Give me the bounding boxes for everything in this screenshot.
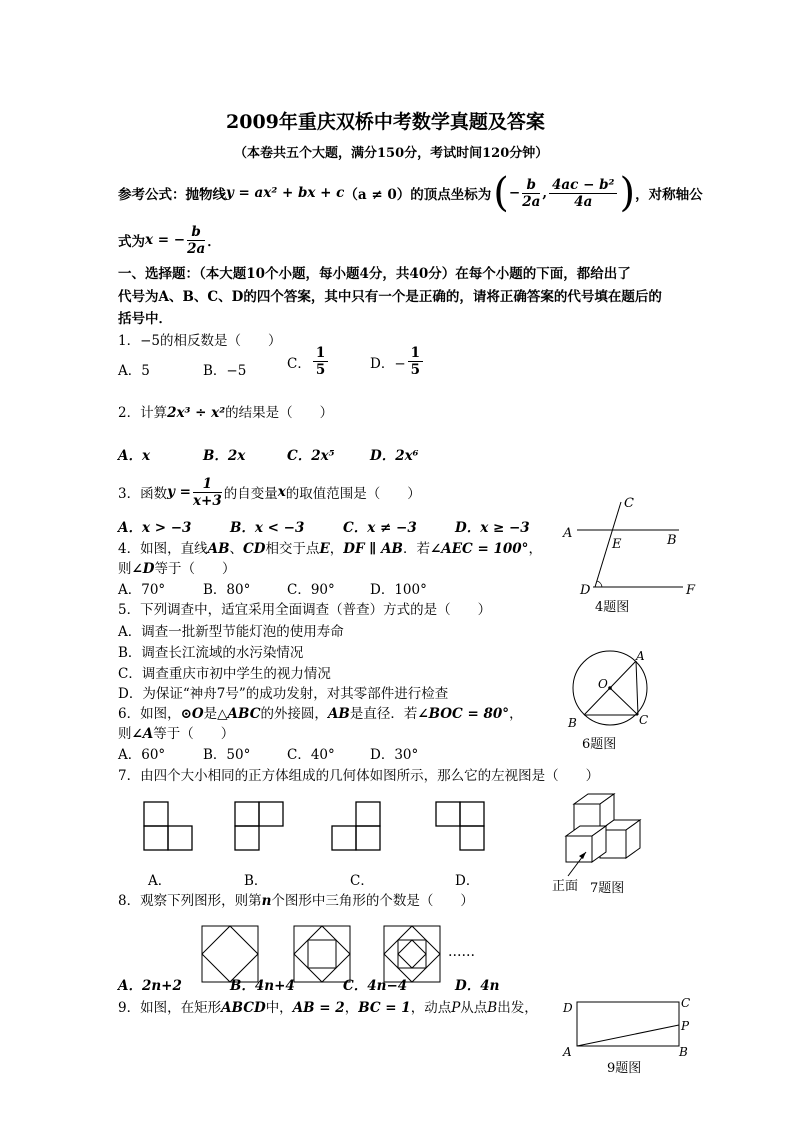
q4-line1: 4．如图，直线AB、CD相交于点E，DF ∥ AB．若∠AEC = 100°， [118,541,542,557]
q6-option-a: A．60° [118,747,166,763]
formula-tail: ，对称轴公 [635,187,703,203]
q7-option-b: B． [244,873,268,889]
page-title: 2009年重庆双桥中考数学真题及答案 [226,111,545,133]
q5-stem: 5．下列调查中，适宜采用全面调查（普查）方式的是（ ） [118,602,492,618]
q7-option-a: A． [148,873,172,889]
q8-stem: 8．观察下列图形，则第n个图形中三角形的个数是（ ） [118,893,474,909]
q5-option-b: B．调查长江流域的水污染情况 [118,645,304,661]
q8-option-b: B．4n+4 [230,978,295,994]
fig4-label-e: E [612,537,622,552]
fig6-label-b: B [568,716,577,730]
figure-7 [548,790,658,898]
figure-4 [555,492,705,617]
q2-option-b: B．2x [203,448,246,464]
q7-option-c: C． [350,873,374,889]
q7-option-d: D． [455,873,480,889]
q6-line1: 6．如图，⊙O是△ABC的外接圆，AB是直径．若∠BOC = 80°， [118,706,523,722]
q4-option-b: B．80° [203,582,251,598]
figure-9 [555,992,705,1077]
q5-option-c: C．调查重庆市初中学生的视力情况 [118,666,331,682]
q7-view-c [332,802,380,850]
q6-option-d: D．30° [370,747,419,763]
q6-option-c: C．40° [287,747,335,763]
fig9-label-p: P [681,1019,690,1033]
q6-option-b: B．50° [203,747,251,763]
section1-line3: 括号中． [118,311,172,327]
q1-option-d: D．− $\frac{1}{5}$ [370,345,425,378]
parabola-equation: y = ax² + bx + c [226,185,345,201]
figure-6 [560,640,660,755]
fig4-label-d: D [580,583,591,598]
fig9-label-a: A [563,1045,572,1059]
q1-option-a: A．5 [118,363,150,379]
fig6-label-a: A [636,649,645,663]
q6-line2: 则∠A等于（ ） [118,726,235,742]
q7-view-options [140,800,500,855]
vertex-x-fraction: $\frac{b}{2a}$ [522,176,541,210]
fig4-label-a: A [563,526,573,541]
axis-fraction: $\frac{b}{2a}$ [187,223,206,257]
q8-option-c: C．4n−4 [343,978,408,994]
q5-option-a: A．调查一批新型节能灯泡的使用寿命 [118,624,344,640]
q5-option-d: D．为保证“神舟7号”的成功发射，对其零部件进行检查 [118,686,449,702]
fig6-label-o: O [598,677,608,691]
q3-option-c: C．x ≠ −3 [343,520,417,536]
formula-line: 参考公式：抛物线 y = ax² + bx + c （a ≠ 0）的顶点坐标为 ( − $\frac{b}{2a}$ , $\frac{\text{4ac − b²}}{4a}$ ) ，对称轴公 [118,170,703,216]
fig4-label-b: B [667,533,677,548]
vertex-y-fraction: $\frac{\text{4ac − b²}}{4a}$ [549,177,617,210]
q4-option-a: A．70° [118,582,166,598]
fig4-label-c: C [624,496,634,511]
q3-option-d: D．x ≥ −3 [455,520,530,536]
fig7-front-label: 正面 [552,879,579,894]
q4-option-c: C．90° [287,582,335,598]
q2-option-c: C．2x⁵ [287,448,335,464]
q3-option-a: A．x > −3 [118,520,192,536]
fig6-label-c: C [639,713,649,727]
q1-option-c: C． $\frac{1}{5}$ [287,345,330,378]
q7-view-d [436,802,484,850]
q8-option-d: D．4n [455,978,500,994]
section1-line2: 代号为A、B、C、D的四个答案，其中只有一个是正确的，请将正确答案的代号填在题后的 [118,289,662,305]
fig9-label-d: D [563,1001,573,1015]
q2-option-a: A．x [118,448,151,464]
fig9-label-c: C [681,996,691,1010]
axis-formula: 式为 x = − $\frac{b}{2a}$ ． [118,223,221,257]
exam-subtitle: （本卷共五个大题，满分150分，考试时间120分钟） [234,146,549,161]
fig6-caption: 6题图 [582,737,617,752]
q7-stem: 7．由四个大小相同的正方体组成的几何体如图所示，那么它的左视图是（ ） [118,768,600,784]
formula-condition: （a ≠ 0）的顶点坐标为 [344,187,492,203]
q7-view-a [144,802,192,850]
section1-line1: 一、选择题：（本大题10个小题，每小题4分，共40分）在每个小题的下面，都给出了 [118,266,631,282]
q4-option-d: D．100° [370,582,427,598]
q4-line2: 则∠D等于（ ） [118,561,236,577]
fig9-caption: 9题图 [607,1061,642,1076]
q8-ellipsis: …… [448,944,475,960]
fig7-caption: 7题图 [590,881,625,896]
q3-stem: 3．函数 y = $\frac{1}{x+3}$ 的自变量 x 的取值范围是（ ） [118,475,421,509]
q2-stem: 2．计算2x³ ÷ x²的结果是（ ） [118,405,334,421]
fig4-label-f: F [686,583,696,598]
q7-view-b [235,802,283,850]
fig8-pattern-2 [294,926,350,982]
q8-option-a: A．2n+2 [118,978,182,994]
q3-option-b: B．x < −3 [230,520,305,536]
q9-stem: 9．如图，在矩形ABCD中，AB = 2，BC = 1，动点P从点B出发， [118,1000,538,1016]
fig9-label-b: B [679,1045,688,1059]
q2-option-d: D．2x⁶ [370,448,419,464]
formula-lead: 参考公式：抛物线 [118,187,226,203]
q1-option-b: B．−5 [203,363,247,379]
fig4-caption: 4题图 [595,600,630,615]
q1-stem: 1．−5的相反数是（ ） [118,333,282,349]
